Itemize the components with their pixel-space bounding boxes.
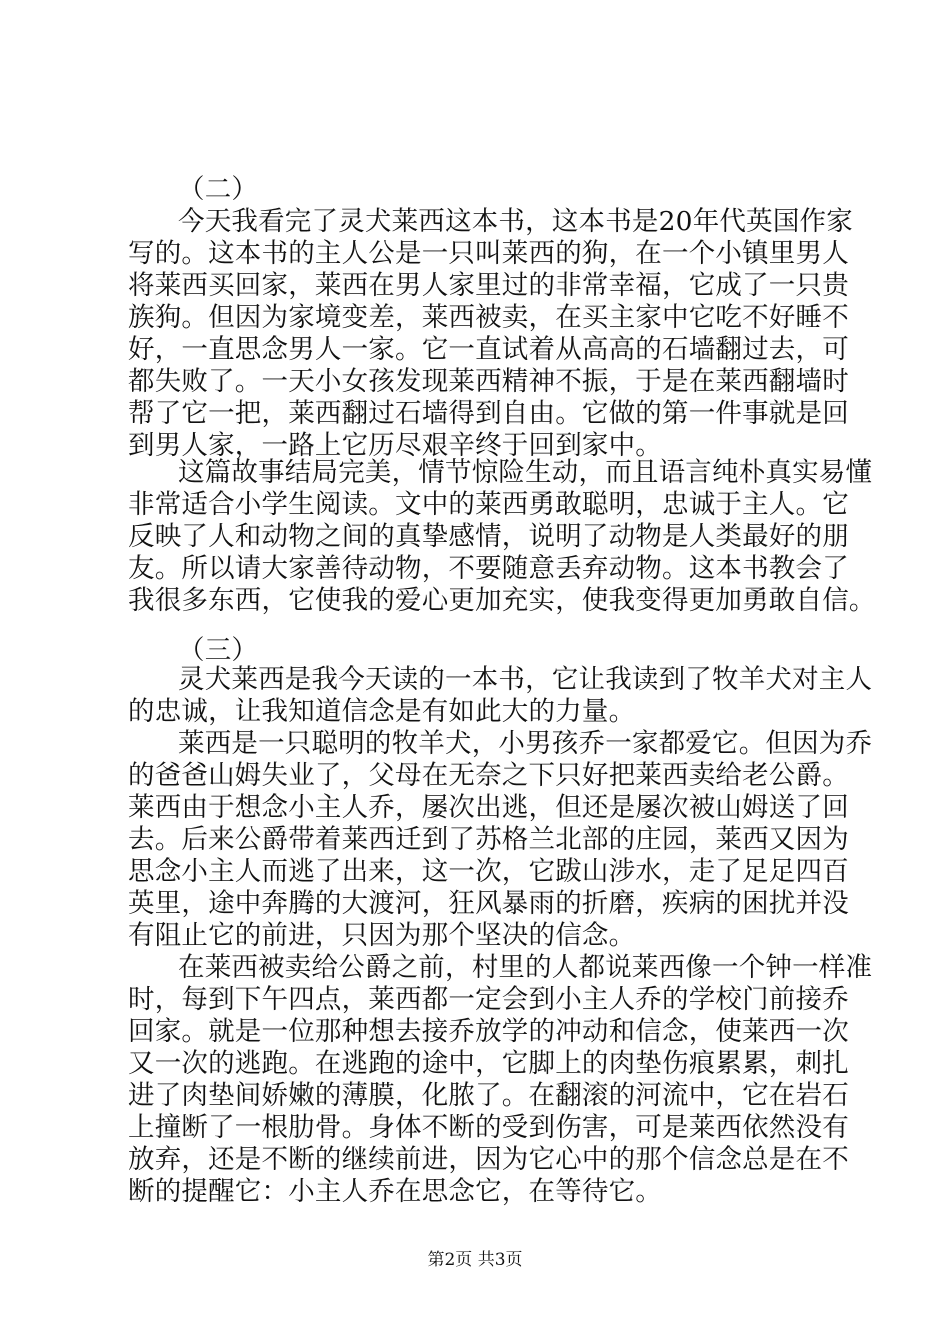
paragraph-line: 进了肉垫间娇嫩的薄膜，化脓了。在翻滚的河流中，它在岩石 — [128, 1080, 849, 1111]
paragraph-line: 友。所以请大家善待动物，不要随意丢弃动物。这本书教会了 — [128, 553, 849, 584]
paragraph-line: 有阻止它的前进，只因为那个坚决的信念。 — [128, 920, 636, 951]
section-2-heading: （二） — [178, 174, 259, 205]
paragraph-line: 放弃，还是不断的继续前进，因为它心中的那个信念总是在不 — [128, 1144, 849, 1175]
paragraph-line: 我很多东西，它使我的爱心更加充实，使我变得更加勇敢自信。 — [128, 585, 876, 616]
paragraph-line: 思念小主人而逃了出来，这一次，它跋山涉水，走了足足四百 — [128, 856, 849, 887]
paragraph-line: 时，每到下午四点，莱西都一定会到小主人乔的学校门前接乔 — [128, 984, 849, 1015]
paragraph-line: 莱西是一只聪明的牧羊犬，小男孩乔一家都爱它。但因为乔 — [178, 728, 873, 759]
paragraph-line: 将莱西买回家，莱西在男人家里过的非常幸福，它成了一只贵 — [128, 270, 849, 301]
paragraph-line: 去。后来公爵带着莱西迁到了苏格兰北部的庄园，莱西又因为 — [128, 824, 849, 855]
paragraph-line: 的爸爸山姆失业了，父母在无奈之下只好把莱西卖给老公爵。 — [128, 760, 849, 791]
paragraph-line: 莱西由于想念小主人乔，屡次出逃，但还是屡次被山姆送了回 — [128, 792, 849, 823]
paragraph-line: 反映了人和动物之间的真挚感情，说明了动物是人类最好的朋 — [128, 521, 849, 552]
paragraph-line: 都失败了。一天小女孩发现莱西精神不振，于是在莱西翻墙时 — [128, 366, 849, 397]
page-footer: 第2页 共3页 — [427, 1250, 523, 1270]
paragraph-line: 的忠诚，让我知道信念是有如此大的力量。 — [128, 696, 636, 727]
paragraph-line: 非常适合小学生阅读。文中的莱西勇敢聪明，忠诚于主人。它 — [128, 489, 849, 520]
paragraph-line: 到男人家，一路上它历尽艰辛终于回到家中。 — [128, 430, 662, 461]
paragraph-line: 上撞断了一根肋骨。身体不断的受到伤害，可是莱西依然没有 — [128, 1112, 849, 1143]
paragraph-line: 回家。就是一位那种想去接乔放学的冲动和信念，使莱西一次 — [128, 1016, 849, 1047]
paragraph-line: 今天我看完了灵犬莱西这本书，这本书是20年代英国作家 — [178, 206, 853, 237]
paragraph-line: 这篇故事结局完美，情节惊险生动，而且语言纯朴真实易懂 — [178, 457, 873, 488]
paragraph-line: 英里，途中奔腾的大渡河，狂风暴雨的折磨，疾病的困扰并没 — [128, 888, 849, 919]
paragraph-line: 帮了它一把，莱西翻过石墙得到自由。它做的第一件事就是回 — [128, 398, 849, 429]
paragraph-line: 断的提醒它：小主人乔在思念它，在等待它。 — [128, 1176, 662, 1207]
paragraph-line: 在莱西被卖给公爵之前，村里的人都说莱西像一个钟一样准 — [178, 952, 873, 983]
paragraph-line: 又一次的逃跑。在逃跑的途中，它脚上的肉垫伤痕累累，刺扎 — [128, 1048, 849, 1079]
paragraph-line: 灵犬莱西是我今天读的一本书，它让我读到了牧羊犬对主人 — [178, 664, 873, 695]
paragraph-line: 族狗。但因为家境变差，莱西被卖，在买主家中它吃不好睡不 — [128, 302, 849, 333]
section-3-heading: （三） — [178, 635, 259, 666]
paragraph-line: 写的。这本书的主人公是一只叫莱西的狗，在一个小镇里男人 — [128, 238, 849, 269]
paragraph-line: 好，一直思念男人一家。它一直试着从高高的石墙翻过去，可 — [128, 334, 849, 365]
